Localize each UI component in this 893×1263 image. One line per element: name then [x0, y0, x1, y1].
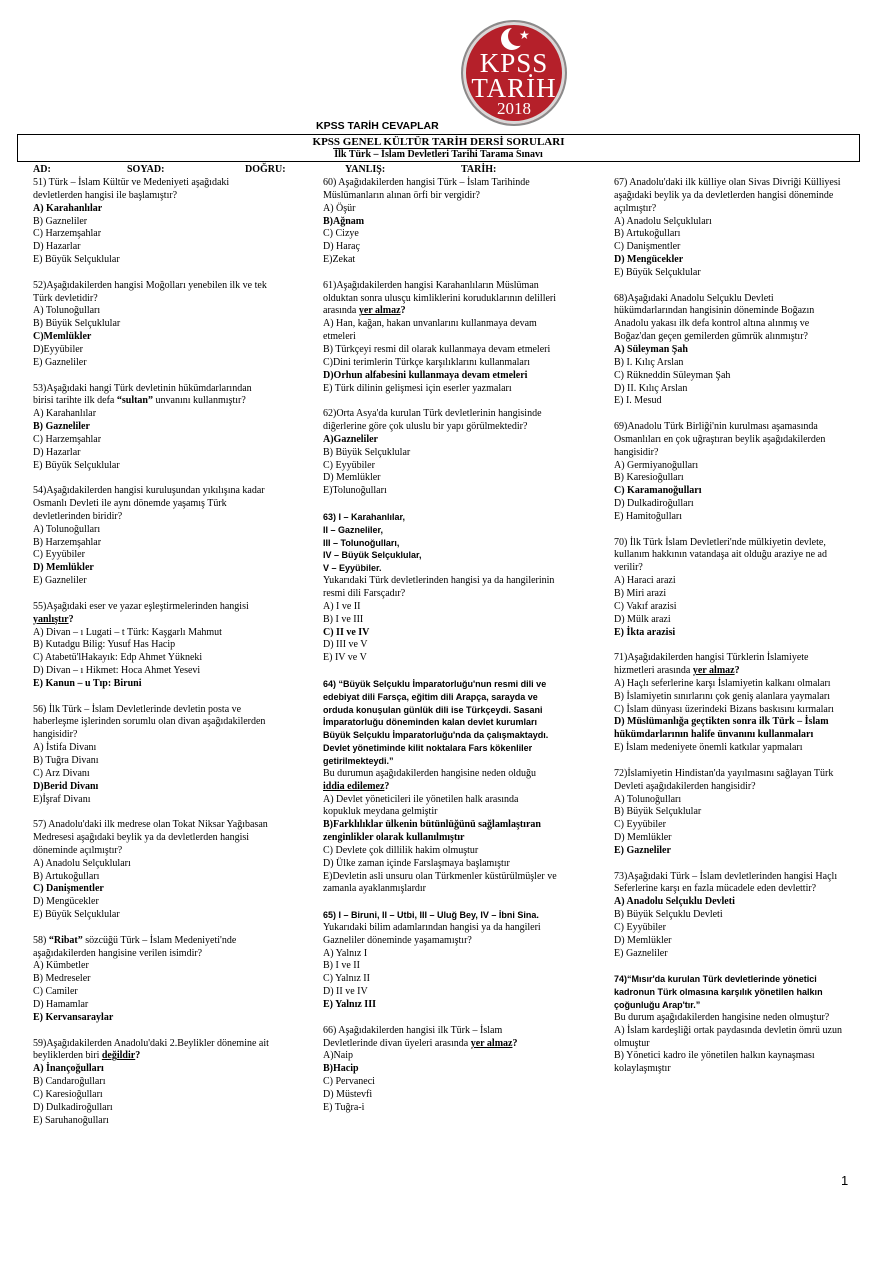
- option-c: C) Harzemşahlar: [33, 228, 102, 240]
- question-61: [323, 280, 557, 396]
- question-stem: Bu durum aşağıdakilerden hangisine neden olmuştur?: [614, 1011, 830, 1023]
- column-3: [614, 177, 846, 1089]
- question-stem: Bu durumun aşağıdakilerden hangisine neden olduğu iddia edilemez?: [323, 767, 537, 792]
- question-67: [614, 177, 846, 280]
- question-stem: 60) Aşağıdakilerden hangisi Türk – İslam Tarihinde Müslümanların alınan örfi bir vergidir?: [323, 177, 530, 201]
- question-66: [323, 1025, 557, 1115]
- premise-3: III – Tolunoğulları,: [323, 537, 400, 548]
- kpss-tarih-logo: ★ KPSS TARİH 2018: [463, 22, 565, 124]
- option-e: E) Yalnız III: [323, 999, 376, 1010]
- option-d: D) Dulkadiroğulları: [614, 498, 694, 510]
- question-quote: 64) “Büyük Selçuklu İmparatorluğu'nun resmi dili ve edebiyat dili Farsça, eğitim dili Arapça, sarayda ve orduda konuşulan günlük dili ise Türkçeydi. Sasani İmparatorluğu döneminden kalan devlet kurumları Büyük Selçuklu İmparatorluğu'nda da çalışmaktaydı. Devlet yönetiminde kilit noktalara Fars kökenliler getirilmekteydi.”: [323, 678, 549, 766]
- question-58: [33, 935, 273, 1025]
- option-c: C) Karesioğulları: [33, 1088, 103, 1100]
- question-stem: 67) Anadolu'daki ilk külliye olan Sivas Divriği Külliyesi aşağıdaki beylik ya da devletlerden hangisi döneminde açılmıştır?: [614, 177, 841, 214]
- question-stem: 70) İlk Türk İslam Devletleri'nde mülkiyetin devlete, kullanım hakkının vatandaşa ait olduğu araziye ne ad verilir?: [614, 536, 827, 574]
- page-number: 1: [841, 1173, 849, 1188]
- question-stem: 54)Aşağıdakilerden hangisi kuruluşundan yıkılışına kadar Osmanlı Devleti ile aynı dönemde yaşamış Türk devletlerinden biridir?: [33, 485, 265, 522]
- option-e: E)Devletin asli unsuru olan Türkmenler küstürülmüşler ve zamanla ayaklanmışlardır: [323, 870, 557, 895]
- option-c: C) Pervaneci: [323, 1076, 375, 1088]
- option-b: B) Yönetici kadro ile yönetilen halkın kaynaşması kolaylaşmıştır: [614, 1050, 815, 1075]
- option-a: A) İstifa Divanı: [33, 742, 97, 754]
- option-e: E) İkta arazisi: [614, 626, 676, 638]
- option-d: D)Eyyübiler: [33, 343, 83, 355]
- option-b: B) Büyük Selçuklular: [33, 318, 121, 330]
- premise-1: 63) I – Karahanlılar,: [323, 511, 406, 522]
- option-e: E) Gazneliler: [614, 947, 668, 959]
- star-icon: ★: [519, 28, 530, 42]
- option-b: B) Karesioğulları: [614, 472, 684, 484]
- question-52: [33, 280, 273, 370]
- option-e: E) Kervansaraylar: [33, 1011, 114, 1023]
- option-b: B) Büyük Selçuklular: [323, 446, 411, 458]
- option-a: A) İnançoğulları: [33, 1063, 104, 1075]
- column-2: [323, 177, 557, 1127]
- option-c: C) Camiler: [33, 986, 78, 998]
- question-stem: 53)Aşağıdaki hangi Türk devletinin hükümdarlarından birisi tarihte ilk defa “sultan” unvanını kullanmıştır?: [33, 382, 252, 407]
- option-e: E) Büyük Selçuklular: [33, 459, 120, 471]
- question-56: [33, 704, 273, 807]
- option-e: E) İslam medeniyete önemli katkılar yapmaları: [614, 742, 803, 754]
- question-72: [614, 768, 846, 858]
- question-59: [33, 1038, 273, 1128]
- option-d: D) Divan – ı Hikmet: Hoca Ahmet Yesevi: [33, 665, 201, 677]
- option-d: D) Memlükler: [33, 562, 94, 574]
- question-68: [614, 293, 846, 409]
- option-d: D) Hazarlar: [33, 241, 81, 253]
- option-c: C) Eyyübiler: [614, 921, 666, 933]
- option-a: A) İslam kardeşliği ortak paydasında devletin ömrü uzun olmuştur: [614, 1024, 842, 1049]
- option-c: C) Eyyübiler: [614, 819, 666, 831]
- option-e: E) Büyük Selçuklular: [614, 266, 701, 278]
- question-stem: 62)Orta Asya'da kurulan Türk devletlerinin hangisinde diğerlerine göre çok uluslu bir yapı görülmektedir?: [323, 408, 542, 433]
- question-57: [33, 819, 273, 922]
- premise-list: 65) I – Biruni, II – Utbi, III – Uluğ Bey, IV – İbni Sina.: [323, 910, 539, 921]
- option-e: E)Tolunoğulları: [323, 485, 387, 497]
- option-b: B) İslamiyetin sınırlarını çok geniş alanlara yaymaları: [614, 690, 831, 702]
- option-d: D) Hamamlar: [33, 999, 89, 1010]
- option-c: C) Vakıf arazisi: [614, 600, 677, 612]
- option-c: C) Harzemşahlar: [33, 433, 102, 445]
- cevaplar-label: KPSS TARİH CEVAPLAR: [316, 120, 439, 132]
- option-a: A) Tolunoğulları: [33, 523, 101, 535]
- option-c: C) II ve IV: [323, 626, 370, 638]
- option-c: C) Eyyübiler: [323, 459, 375, 471]
- question-69: [614, 421, 846, 524]
- question-stem: 56) İlk Türk – İslam Devletlerinde devletin posta ve haberleşme işlerinden sorumlu olan divan aşağıdakilerden hangisidir?: [33, 703, 266, 741]
- option-d: D) Müslümanlığa geçtikten sonra ilk Türk – İslam hükümdarlarının halife ünvanını kullanmaları: [614, 716, 829, 741]
- option-a: A) Anadolu Selçukluları: [614, 215, 712, 227]
- option-e: E) Büyük Selçuklular: [33, 909, 120, 921]
- premise-2: II – Gazneliler,: [323, 524, 384, 535]
- premise-4: IV – Büyük Selçuklular,: [323, 550, 422, 561]
- header-box: [17, 134, 860, 162]
- question-stem: 68)Aşağıdaki Anadolu Selçuklu Devleti hükümdarlarından hangisinin döneminde Boğazın Anadolu yakası ilk defa kontrol altına alınmış ve Boğaz'dan geçen gemilerden gümrük alınmıştır?: [614, 292, 815, 343]
- question-74: [614, 973, 846, 1076]
- question-70: [614, 537, 846, 640]
- page-subtitle: İlk Türk – İslam Devletleri Tarihi Tarama Sınavı: [334, 149, 543, 160]
- question-55: [33, 601, 273, 691]
- option-d: D) III ve V: [323, 639, 368, 651]
- option-b: B) Büyük Selçuklular: [614, 806, 702, 818]
- option-e: E)İşraf Divanı: [33, 793, 91, 805]
- field-yanlis: YANLIŞ:: [345, 164, 386, 175]
- field-dogru: DOĞRU:: [245, 164, 286, 175]
- option-a: A) Devlet yöneticileri ile yönetilen halk arasında kopukluk meydana gelmiştir: [323, 793, 519, 818]
- option-d: D) Ülke zaman içinde Farslaşmaya başlamıştır: [323, 857, 510, 869]
- option-a: A)Gazneliler: [323, 433, 378, 445]
- question-51: [33, 177, 273, 267]
- option-a: A) Karahanlılar: [33, 202, 103, 214]
- option-b: B) Artukoğulları: [33, 870, 100, 882]
- option-c: C) Danişmentler: [614, 241, 681, 253]
- option-e: E) Gazneliler: [33, 575, 87, 587]
- option-e: E) I. Mesud: [614, 395, 662, 407]
- option-e: E) Hamitoğulları: [614, 510, 683, 522]
- field-soyad: SOYAD:: [127, 164, 165, 175]
- option-a: A) Divan – ı Lugati – t Türk: Kaşgarlı Mahmut: [33, 626, 222, 638]
- question-60: [323, 177, 557, 267]
- question-64: [323, 678, 557, 896]
- question-stem: Yukarıdaki Türk devletlerinden hangisi ya da hangilerinin resmi dili Farsçadır?: [323, 575, 555, 599]
- option-e: E) Saruhanoğulları: [33, 1114, 109, 1126]
- question-stem: 66) Aşağıdakilerden hangisi ilk Türk – İslam Devletlerinde divan üyeleri arasında yer almaz?: [323, 1024, 518, 1049]
- question-63: [323, 511, 557, 665]
- option-d: D) Mengücekler: [614, 254, 684, 266]
- option-a: A) Tolunoğulları: [33, 305, 101, 317]
- option-b: B) Artukoğulları: [614, 228, 681, 240]
- question-stem: 72)İslamiyetin Hindistan'da yayılmasını sağlayan Türk Devleti aşağıdakilerden hangisidir?: [614, 767, 834, 792]
- field-tarih: TARİH:: [461, 164, 497, 175]
- question-53: [33, 383, 273, 473]
- question-stem: 71)Aşağıdakilerden hangisi Türklerin İslamiyete hizmetleri arasında yer almaz?: [614, 652, 809, 677]
- option-d: D) Mülk arazi: [614, 613, 671, 625]
- question-stem: 69)Anadolu Türk Birliği'nin kurulması aşamasında Osmanlıları en çok uğraştıran beylik aşağıdakilerden hangisidir?: [614, 421, 826, 458]
- option-d: D)Berid Divanı: [33, 780, 99, 792]
- question-65: [323, 909, 557, 1012]
- option-a: A) I ve II: [323, 600, 361, 612]
- option-a: A) Tolunoğulları: [614, 793, 682, 805]
- question-stem: 61)Aşağıdakilerden hangisi Karahanlıların Müslüman olduktan sonra ulusçu kimliklerini koruduklarının delilleri arasında yer almaz?: [323, 279, 557, 317]
- option-c: C) Arz Divanı: [33, 767, 90, 779]
- option-c: C)Dini terimlerin Türkçe karşılıklarını kullanmaları: [323, 356, 530, 368]
- option-b: B) Harzemşahlar: [33, 536, 102, 548]
- question-stem: 58) “Ribat” sözcüğü Türk – İslam Medeniyeti'nde aşağıdakilerden hangisine verilen isimdir?: [33, 934, 237, 959]
- option-d: D) II ve IV: [323, 986, 368, 998]
- option-b: B) I ve III: [323, 613, 364, 625]
- option-b: B) I. Kılıç Arslan: [614, 356, 684, 368]
- option-a: A) Anadolu Selçukluları: [33, 857, 131, 869]
- option-b: B) Kutadgu Bilig: Yusuf Has Hacip: [33, 639, 176, 651]
- option-b: B) I ve II: [323, 960, 360, 972]
- option-b: B) Candaroğulları: [33, 1076, 106, 1088]
- question-stem: 57) Anadolu'daki ilk medrese olan Tokat Niksar Yağıbasan Medresesi aşağıdaki beylik ya da devletlerden hangisi döneminde açılmıştır?: [33, 819, 268, 856]
- option-b: B)Farklılıklar ülkenin bütünlüğünü sağlamlaştıran zenginlikler olarak kullanılmıştır: [323, 819, 541, 844]
- option-d: D) Hazarlar: [33, 446, 81, 458]
- option-e: E) Gazneliler: [33, 356, 87, 368]
- column-1: [33, 177, 273, 1140]
- question-62: [323, 408, 557, 498]
- option-a: A) Han, kağan, hakan unvanlarını kullanmaya devam etmeleri: [323, 318, 537, 343]
- option-d: D)Orhun alfabesini kullanmaya devam etmeleri: [323, 369, 528, 381]
- option-a: A) Yalnız I: [323, 947, 368, 959]
- option-d: D) Mengücekler: [33, 896, 99, 908]
- option-e: E) Kanun – u Tıp: Biruni: [33, 677, 142, 689]
- option-d: D) Memlükler: [614, 832, 672, 844]
- option-b: B) Miri arazi: [614, 588, 667, 599]
- option-c: C) Atabetü'lHakayık: Edp Ahmet Yükneki: [33, 652, 203, 664]
- option-c: C) Karamanoğulları: [614, 485, 702, 497]
- option-a: A) Haraci arazi: [614, 575, 676, 587]
- option-c: C) Yalnız II: [323, 973, 370, 985]
- option-e: E) Büyük Selçuklular: [33, 254, 120, 266]
- option-c: C) Danişmentler: [33, 883, 104, 895]
- option-e: E) Tuğra-i: [323, 1101, 365, 1113]
- option-d: D) Memlükler: [323, 472, 381, 484]
- option-b: B) Medreseler: [33, 973, 91, 985]
- option-b: B) Gazneliler: [33, 215, 88, 227]
- question-stem: 52)Aşağıdakilerden hangisi Moğolları yenebilen ilk ve tek Türk devletidir?: [33, 279, 267, 304]
- field-ad: AD:: [33, 164, 51, 175]
- question-stem: 51) Türk – İslam Kültür ve Medeniyeti aşağıdaki devletlerden hangisi ile başlamıştır?: [33, 177, 230, 201]
- option-a: A) Süleyman Şah: [614, 343, 688, 355]
- option-c: C) Rükneddin Süleyman Şah: [614, 369, 731, 381]
- question-stem: Yukarıdaki bilim adamlarından hangisi ya da hangileri Gazneliler döneminde yaşamamıştır?: [323, 921, 541, 946]
- option-a: A) Kümbetler: [33, 960, 89, 972]
- option-e: E) Türk dilinin gelişmesi için eserler yazmaları: [323, 382, 512, 394]
- option-d: D) Dulkadiroğulları: [33, 1101, 113, 1113]
- question-71: [614, 652, 846, 755]
- option-c: C)Memlükler: [33, 331, 92, 343]
- option-b: B) Tuğra Divanı: [33, 754, 99, 766]
- question-stem: 59)Aşağıdakilerden Anadolu'daki 2.Beylikler dönemine ait beyliklerden biri değildir?: [33, 1037, 269, 1062]
- option-a: A) Germiyanoğulları: [614, 459, 699, 471]
- option-e: E) Gazneliler: [614, 844, 671, 856]
- option-c: C) İslam dünyası üzerindeki Bizans baskısını kırmaları: [614, 703, 834, 715]
- option-d: D) Haraç: [323, 241, 360, 253]
- question-stem: 73)Aşağıdaki Türk – İslam devletlerinden hangisi Haçlı Seferlerine karşı en fazla mücadele eden devlettir?: [614, 870, 838, 895]
- option-a: A) Haçlı seferlerine karşı İslamiyetin kalkanı olmaları: [614, 677, 831, 689]
- option-c: C) Cizye: [323, 228, 359, 240]
- option-e: E)Zekat: [323, 254, 356, 266]
- option-b: B) Türkçeyi resmi dil olarak kullanmaya devam etmeleri: [323, 343, 551, 355]
- option-c: C) Devlete çok dillilik hakim olmuştur: [323, 844, 479, 856]
- option-d: D) Müstevfi: [323, 1088, 373, 1100]
- option-e: E) IV ve V: [323, 652, 367, 664]
- question-73: [614, 871, 846, 961]
- option-a: A) Anadolu Selçuklu Devleti: [614, 896, 735, 908]
- option-d: D) Memlükler: [614, 934, 672, 946]
- option-a: A) Karahanlılar: [33, 408, 97, 420]
- option-b: B) Gazneliler: [33, 421, 90, 433]
- option-d: D) II. Kılıç Arslan: [614, 382, 688, 394]
- premise-5: V – Eyyübiler.: [323, 563, 382, 574]
- option-a: A) Öşür: [323, 202, 356, 214]
- question-stem: 55)Aşağıdaki eser ve yazar eşleştirmelerinden hangisi yanlıştır?: [33, 600, 249, 625]
- question-quote: 74)“Mısır'da kurulan Türk devletlerinde yönetici kadronun Türk olmasına karşılık yönetilen halkın çoğunluğu Arap'tır.”: [614, 974, 823, 1010]
- option-b: B)Ağnam: [323, 215, 365, 227]
- option-b: B)Hacip: [323, 1063, 359, 1075]
- page-title: KPSS GENEL KÜLTÜR TARİH DERSİ SORULARI: [312, 136, 565, 148]
- option-b: B) Büyük Selçuklu Devleti: [614, 909, 723, 921]
- question-54: [33, 485, 273, 588]
- option-c: C) Eyyübiler: [33, 549, 85, 561]
- option-a: A)Naip: [323, 1050, 353, 1062]
